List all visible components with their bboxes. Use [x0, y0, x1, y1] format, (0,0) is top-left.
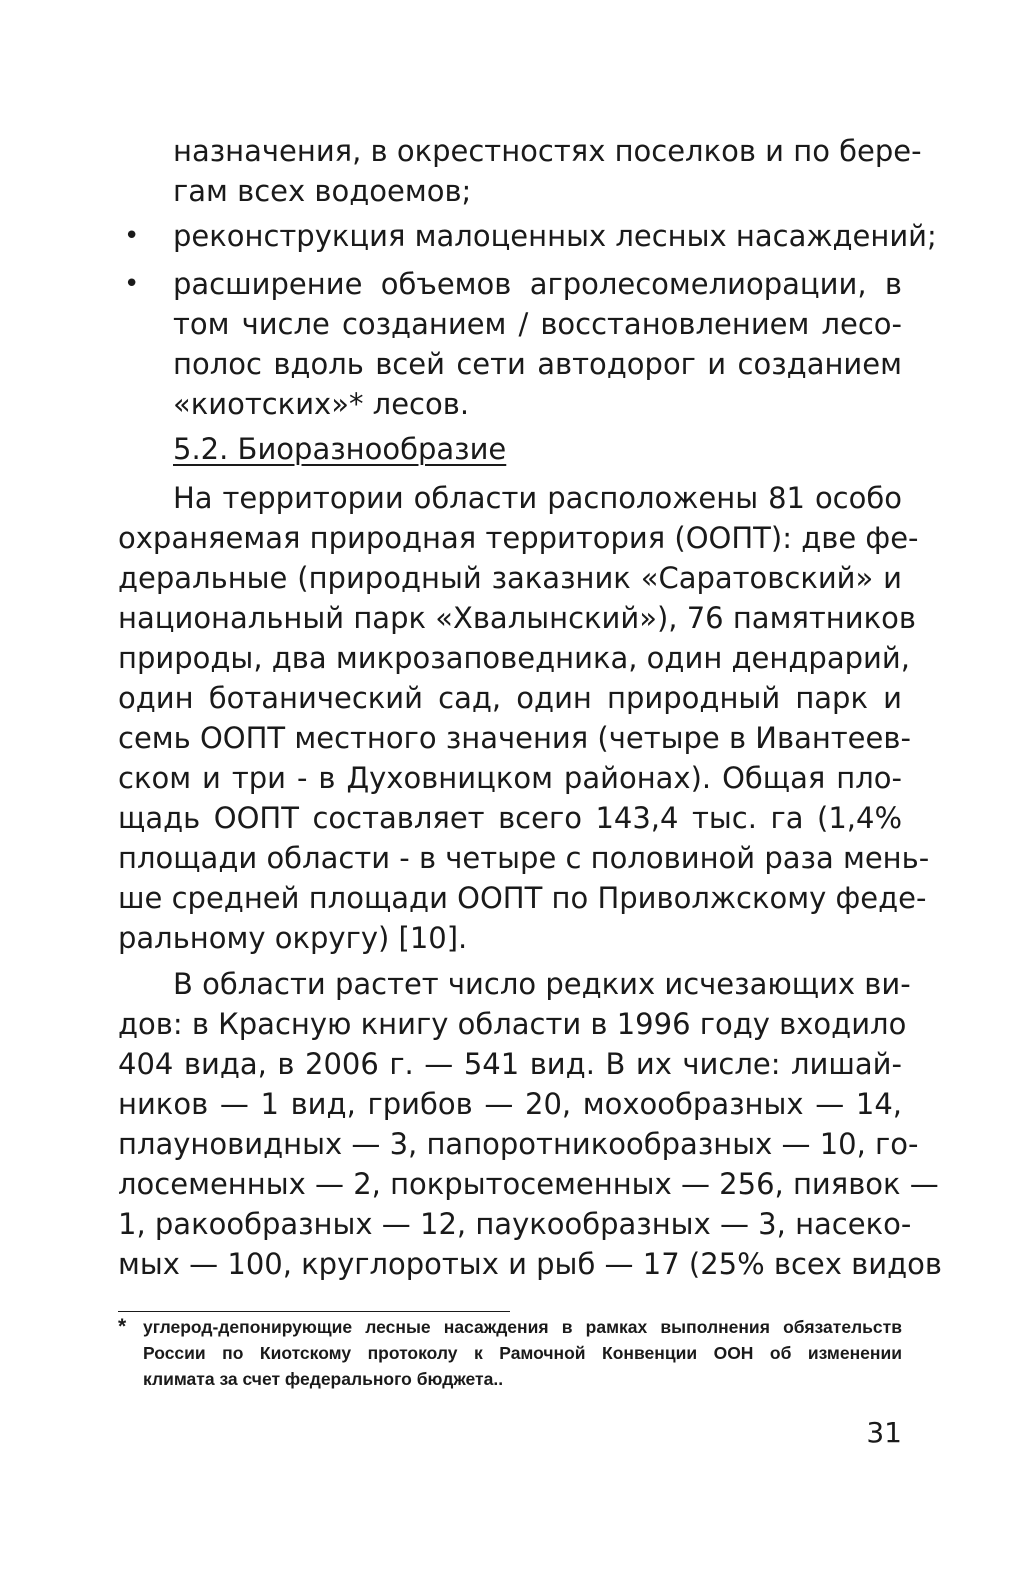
footnote-line: климата за счет федерального бюджета..: [143, 1369, 504, 1389]
bullet-item-text: том числе созданием / восстановлением лесо-: [173, 307, 902, 341]
paragraph-line: природы, два микрозаповедника, один дендрарий,: [118, 641, 910, 675]
footnote-divider: [118, 1311, 510, 1312]
bullet-item-text: расширение объемов агролесомелиорации, в: [173, 267, 902, 301]
paragraph-line: ральному округу) [10].: [118, 921, 468, 955]
text-line: назначения, в окрестностях поселков и по бере-: [173, 134, 922, 168]
bullet-item-text: полос вдоль всей сети автодорог и созданием: [173, 347, 902, 381]
paragraph-line: мых — 100, круглоротых и рыб — 17 (25% всех видов: [118, 1247, 942, 1281]
paragraph-line: дов: в Красную книгу области в 1996 году входило: [118, 1007, 907, 1041]
paragraph-line: 1, ракообразных — 12, паукообразных — 3, насеко-: [118, 1207, 912, 1241]
paragraph-line: один ботанический сад, один природный парк и: [118, 681, 902, 715]
paragraph-line: щадь ООПТ составляет всего 143,4 тыс. га (1,4%: [118, 801, 902, 835]
paragraph-line: семь ООПТ местного значения (четыре в Ивантеев-: [118, 721, 911, 755]
section-heading: 5.2. Биоразнообразие: [173, 432, 507, 466]
paragraph-line: ников — 1 вид, грибов — 20, мохообразных — 14,: [118, 1087, 902, 1121]
paragraph-line: В области растет число редких исчезающих ви-: [173, 967, 911, 1001]
paragraph-line: деральные (природный заказник «Саратовский» и: [118, 561, 902, 595]
paragraph-line: На территории области расположены 81 особо: [173, 481, 902, 515]
paragraph-line: лосеменных — 2, покрытосеменных — 256, пиявок —: [118, 1167, 939, 1201]
paragraph-line: охраняемая природная территория (ООПТ): две фе-: [118, 521, 919, 555]
text-line: гам всех водоемов;: [173, 174, 472, 208]
bullet-item-text: реконструкция малоценных лесных насаждений;: [173, 219, 937, 253]
page-number: 31: [866, 1416, 902, 1449]
footnote-line: России по Киотскому протоколу к Рамочной Конвенции ООН об изменении: [143, 1343, 902, 1363]
paragraph-line: национальный парк «Хвалынский»), 76 памятников: [118, 601, 916, 635]
paragraph-line: 404 вида, в 2006 г. — 541 вид. В их числе: лишай-: [118, 1047, 902, 1081]
paragraph-line: ше средней площади ООПТ по Приволжскому феде-: [118, 881, 927, 915]
bullet-marker: •: [124, 221, 140, 251]
paragraph-line: площади области - в четыре с половиной раза мень-: [118, 841, 930, 875]
bullet-item-text: «киотских»* лесов.: [173, 387, 470, 421]
bullet-marker: •: [124, 269, 140, 299]
footnote-line: углерод-депонирующие лесные насаждения в рамках выполнения обязательств: [143, 1317, 902, 1337]
paragraph-line: ском и три - в Духовницком районах). Общая пло-: [118, 761, 902, 795]
paragraph-line: плауновидных — 3, папоротникообразных — 10, го-: [118, 1127, 919, 1161]
footnote-marker: *: [118, 1315, 127, 1338]
